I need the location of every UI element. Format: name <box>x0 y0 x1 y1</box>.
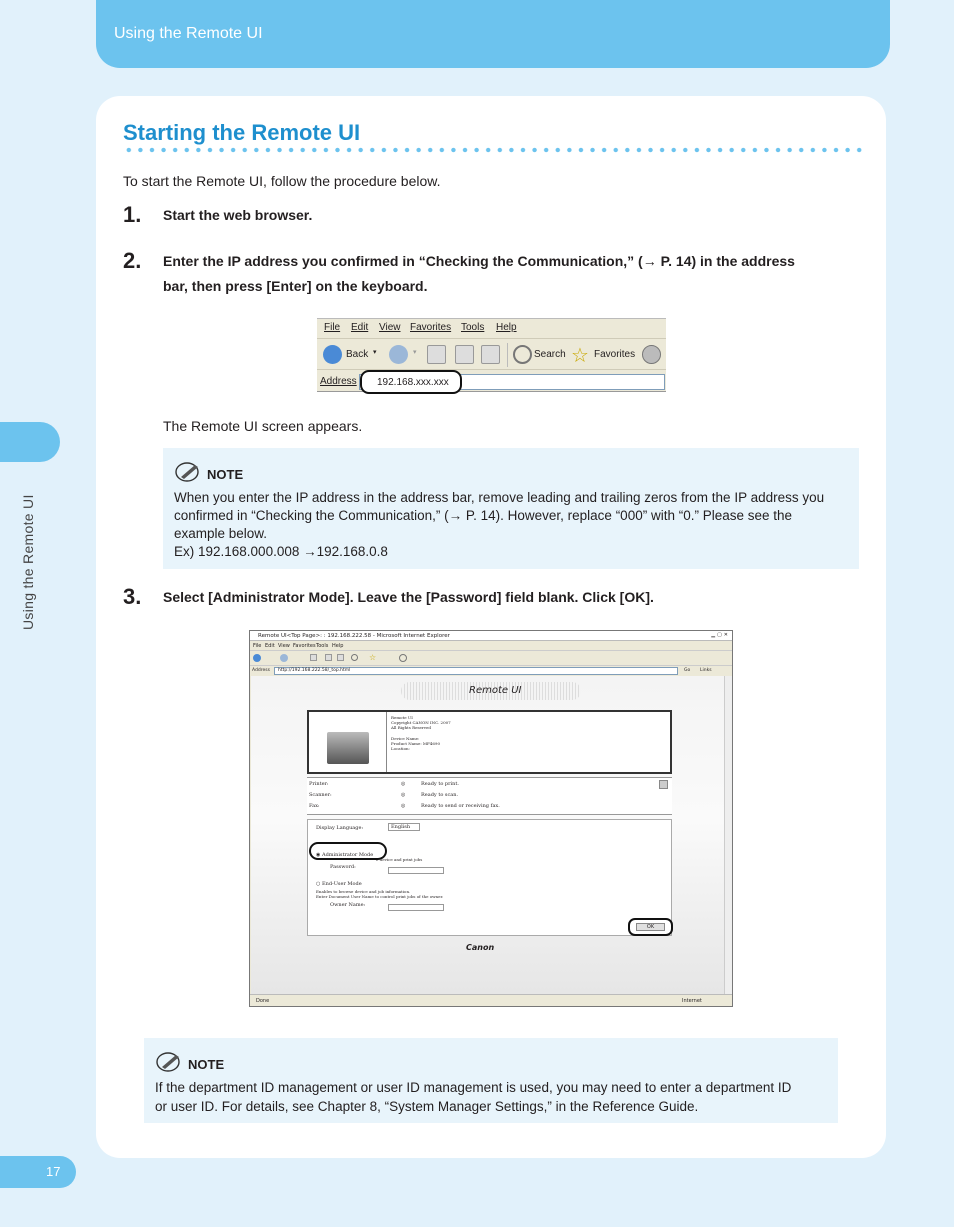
address-highlight <box>360 370 462 394</box>
rui-info-line: Location: <box>391 746 410 752</box>
admin-mode-radio[interactable]: ◉ Administrator Mode <box>316 852 374 858</box>
rui-address-bar <box>250 665 732 675</box>
rui-status-row <box>309 781 669 791</box>
rui-status-value: Ready to scan. <box>421 792 459 798</box>
rui-links-label[interactable]: Links <box>700 668 712 673</box>
rui-banner <box>401 682 581 700</box>
side-label <box>20 470 40 640</box>
rui-status-row <box>309 792 669 802</box>
note-1-line-3: example below. <box>174 526 268 541</box>
remote-ui-window <box>249 630 733 1007</box>
header-label: Using the Remote UI <box>114 25 263 42</box>
note-1-line-2: confirmed in “Checking the Communication,” (→ P. 14). However, replace “000” with “0.” Please see the <box>174 508 793 523</box>
rui-refresh-icon[interactable] <box>325 654 332 661</box>
rui-status-bar <box>250 994 732 1006</box>
password-label: Password: <box>330 864 356 870</box>
rui-menu-favorites[interactable]: Favorites <box>293 643 316 649</box>
side-tab <box>0 422 60 462</box>
end-user-desc-1: Enables to browse device and job information. <box>316 889 411 894</box>
rui-status-zone: Internet <box>682 998 702 1004</box>
ok-highlight <box>628 918 673 936</box>
status-indicator-icon: ◎ <box>401 792 406 798</box>
rui-media-icon[interactable] <box>399 654 407 662</box>
rui-device-panel <box>307 710 672 774</box>
forward-dropdown-icon[interactable]: ▾ <box>413 349 417 356</box>
note-pencil-icon <box>156 1052 182 1072</box>
rui-info-line: Product Name: MF4690 <box>391 740 440 746</box>
password-field[interactable] <box>388 867 444 874</box>
refresh-icon[interactable] <box>455 345 474 364</box>
note-1-line-4: Ex) 192.168.000.008 →192.168.0.8 <box>174 544 388 559</box>
step-1-text: Start the web browser. <box>163 207 313 223</box>
rui-window-controls-icon[interactable]: ▁▢✕ <box>711 632 730 638</box>
media-icon[interactable] <box>642 345 661 364</box>
rui-window-title: Remote UI<Top Page>: : 192.168.222.58 - Microsoft Internet Explorer <box>258 633 450 639</box>
page-number <box>0 1156 76 1188</box>
rui-device-image <box>309 712 387 772</box>
rui-menu-bar <box>250 641 732 650</box>
step-2-text-line1: Enter the IP address you confirmed in “Checking the Communication,” (→ P. 14) in the address <box>163 253 795 269</box>
rui-forward-icon[interactable] <box>280 654 288 662</box>
rui-login-form <box>307 819 672 936</box>
rui-back-icon[interactable] <box>253 654 261 662</box>
rui-menu-file[interactable]: File <box>253 643 262 649</box>
toolbar-menu-bar <box>317 319 666 339</box>
note-2-heading: NOTE <box>188 1057 225 1072</box>
rui-home-icon[interactable] <box>337 654 344 661</box>
rui-status-label: Printer: <box>309 781 329 787</box>
rui-status-label: Scanner: <box>309 792 332 798</box>
header-tab <box>96 0 890 68</box>
back-label[interactable]: Back <box>346 349 369 360</box>
rui-banner-text: Remote UI <box>469 685 522 696</box>
admin-mode-desc: e device and print jobs <box>376 857 423 862</box>
favorites-star-icon[interactable]: ☆ <box>571 345 589 367</box>
rui-status-value: Ready to send or receiving fax. <box>421 803 500 809</box>
rui-refresh-status-icon[interactable] <box>659 780 668 789</box>
rui-toolbar <box>250 650 732 665</box>
rui-status-value: Ready to print. <box>421 781 459 787</box>
status-indicator-icon: ◎ <box>401 781 406 787</box>
search-label[interactable]: Search <box>534 349 566 360</box>
step-2-number: 2. <box>123 248 142 273</box>
side-label-text: Using the Remote UI <box>20 494 36 630</box>
step-3-text: Select [Administrator Mode]. Leave the [Password] field blank. Click [OK]. <box>163 589 654 605</box>
note-2-line-1: If the department ID management or user ID management is used, you may need to enter a department ID <box>155 1080 792 1095</box>
favorites-label[interactable]: Favorites <box>594 349 636 360</box>
note-2-line-2: or user ID. For details, see Chapter 8, “System Manager Settings,” in the Reference Guide. <box>155 1099 699 1114</box>
admin-mode-highlight <box>309 842 387 860</box>
rui-status-row <box>309 803 669 813</box>
canon-logo: Canon <box>466 943 495 952</box>
ok-button[interactable]: OK <box>636 923 665 931</box>
owner-name-field[interactable] <box>388 904 444 911</box>
toolbar-buttons <box>317 340 666 370</box>
rui-status-label: Fax: <box>309 803 320 809</box>
menu-view[interactable]: View <box>379 322 401 333</box>
rui-title-bar <box>250 631 732 641</box>
rui-menu-help[interactable]: Help <box>332 643 344 649</box>
rui-go-button[interactable]: Go <box>684 668 691 673</box>
rui-status-table <box>307 777 672 815</box>
owner-name-label: Owner Name: <box>330 902 366 908</box>
rui-menu-tools[interactable]: Tools <box>316 643 329 649</box>
stop-icon[interactable] <box>427 345 446 364</box>
rui-status-done: Done <box>256 998 270 1004</box>
menu-help[interactable]: Help <box>496 322 517 333</box>
dotted-divider <box>123 147 863 153</box>
rui-address-field[interactable]: http://192.168.222.58/_top.html <box>274 667 678 675</box>
menu-tools[interactable]: Tools <box>461 322 485 333</box>
display-language-select[interactable]: English <box>388 823 420 831</box>
end-user-desc-2: Enter Document User Name to control print jobs of the owner. <box>316 894 444 899</box>
rui-page-content <box>251 676 724 994</box>
home-icon[interactable] <box>481 345 500 364</box>
display-language-label: Display Language: <box>316 825 364 831</box>
step-3-number: 3. <box>123 584 142 609</box>
rui-search-icon[interactable] <box>351 654 358 661</box>
menu-favorites[interactable]: Favorites <box>410 322 452 333</box>
rui-info-line: Device Name: <box>391 735 420 741</box>
screen-appears-text: The Remote UI screen appears. <box>163 418 363 434</box>
admin-mode-label: Administrator Mode <box>321 852 374 858</box>
rui-menu-view[interactable]: View <box>278 643 290 649</box>
printer-icon <box>327 732 369 764</box>
page-number-text: 17 <box>46 1164 61 1179</box>
rui-scrollbar[interactable] <box>724 676 732 994</box>
address-label: Address <box>320 376 357 387</box>
end-user-mode-label: End-User Mode <box>321 881 362 887</box>
forward-arrow-icon[interactable] <box>389 345 408 364</box>
rui-info-line: All Rights Reserved <box>391 725 431 731</box>
step-2-text-line2: bar, then press [Enter] on the keyboard. <box>163 278 428 294</box>
menu-edit[interactable]: Edit <box>351 322 369 333</box>
rui-device-info <box>391 715 451 751</box>
back-arrow-icon[interactable] <box>323 345 342 364</box>
end-user-mode-radio[interactable]: ○ End-User Mode <box>316 881 362 887</box>
note-pencil-icon <box>175 462 201 482</box>
rui-address-label: Address <box>252 668 270 673</box>
intro-text: To start the Remote UI, follow the procedure below. <box>123 173 441 189</box>
note-1-line-1: When you enter the IP address in the address bar, remove leading and trailing zeros from the IP address you <box>174 490 825 505</box>
rui-menu-edit[interactable]: Edit <box>265 643 275 649</box>
rui-favorites-icon[interactable]: ☆ <box>369 653 377 662</box>
section-title: Starting the Remote UI <box>123 120 361 145</box>
rui-stop-icon[interactable] <box>310 654 317 661</box>
note-1-heading: NOTE <box>207 467 244 482</box>
toolbar-separator <box>507 343 508 367</box>
address-value[interactable]: 192.168.xxx.xxx <box>377 377 449 388</box>
step-1-number: 1. <box>123 202 142 227</box>
rui-info-line: Remote UI <box>391 715 413 720</box>
search-icon[interactable] <box>513 345 532 364</box>
back-dropdown-icon[interactable]: ▾ <box>373 349 377 356</box>
rui-info-line: Copyright CANON INC. 2007 <box>391 720 451 726</box>
status-indicator-icon: ◎ <box>401 803 406 809</box>
menu-file[interactable]: File <box>324 322 341 333</box>
